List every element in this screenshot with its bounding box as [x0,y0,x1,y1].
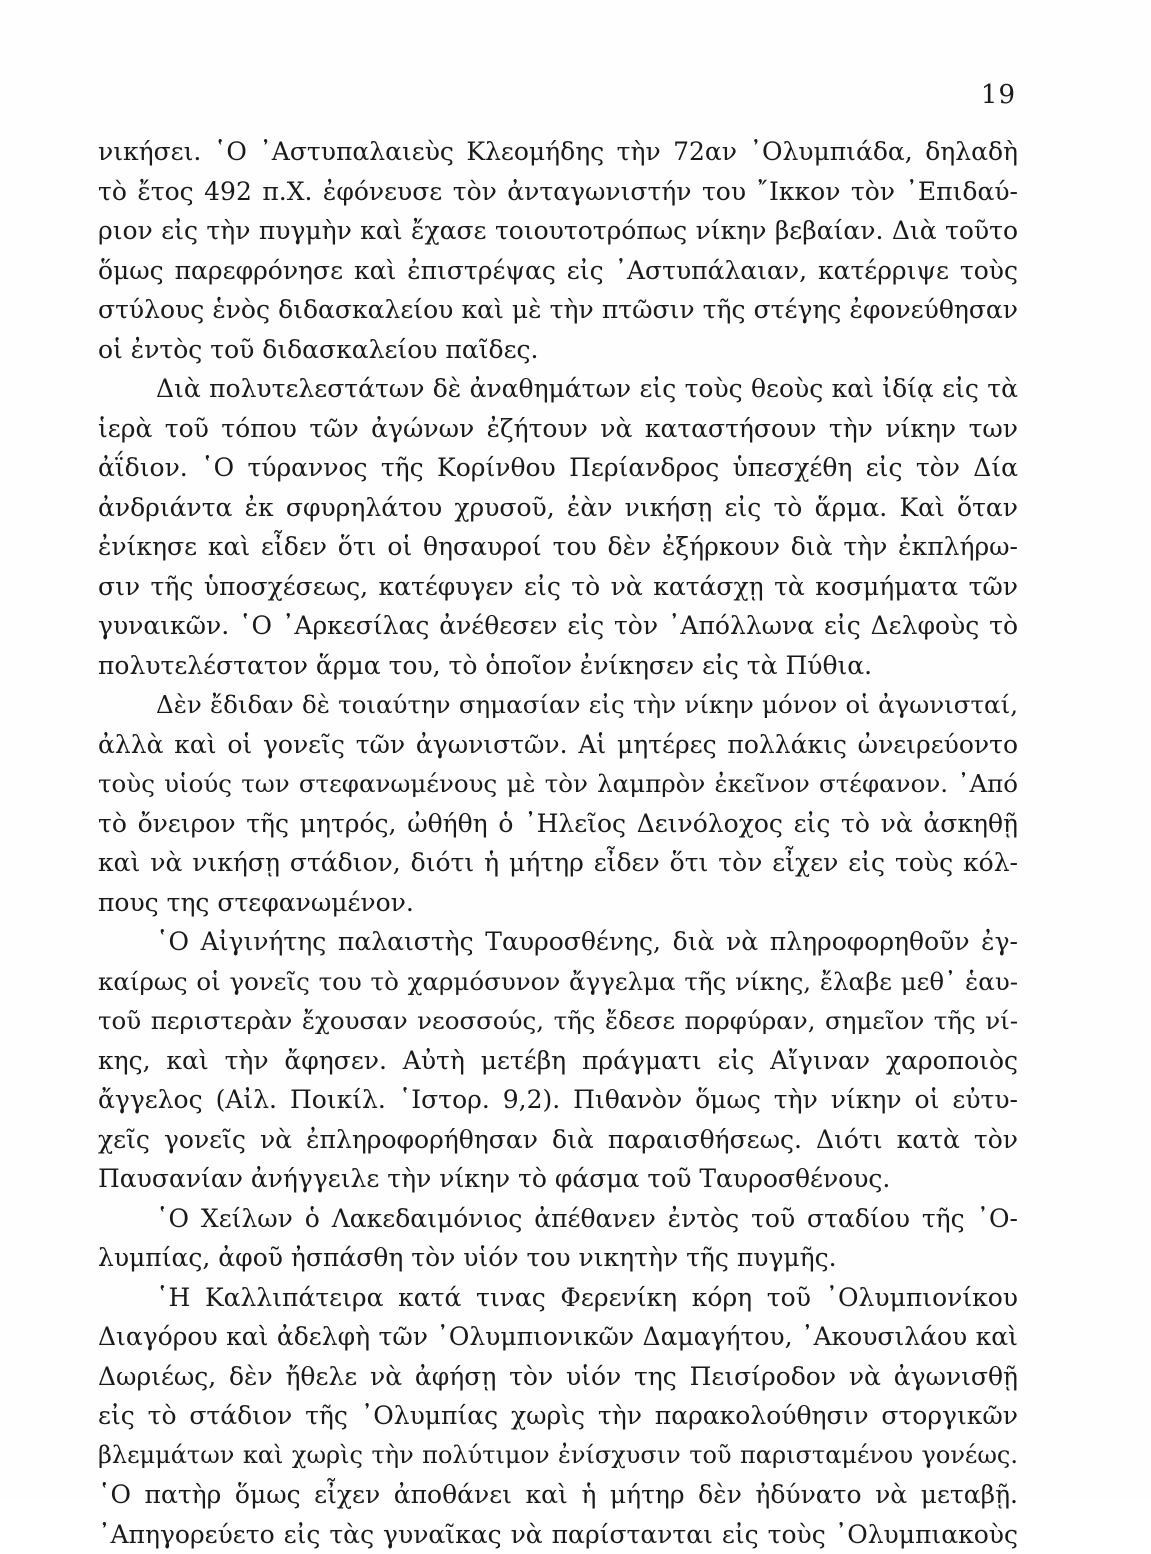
text-line: στύλους ἑνὸς διδασκαλείου καὶ μὲ τὴν πτῶσιν τῆς στέγης ἐφονεύθησαν [98,290,1018,330]
text-line: σιν τῆς ὑποσχέσεως, κατέφυγεν εἰς τὸ νὰ κατάσχῃ τὰ κοσμήματα τῶν [98,567,1018,607]
text-line: ῾Ο πατὴρ ὅμως εἶχεν ἀποθάνει καὶ ἡ μήτηρ δὲν ἠδύνατο νὰ μεταβῇ. [98,1475,1018,1515]
text-line: ὅμως παρεφρόνησε καὶ ἐπιστρέψας εἰς ᾿Αστυπάλαιαν, κατέρριψε τοὺς [98,251,1018,291]
text-line: ἀλλὰ καὶ οἱ γονεῖς τῶν ἀγωνιστῶν. Αἱ μητέρες πολλάκις ὠνειρεύοντο [98,725,1018,765]
text-line: τὸ ἔτος 492 π.Χ. ἐφόνευσε τὸν ἀνταγωνιστήν του ῎Ικκον τὸν ᾿Επιδαύ- [98,172,1018,212]
text-line: ἐνίκησε καὶ εἶδεν ὅτι οἱ θησαυροί του δὲν ἐξήρκουν διὰ τὴν ἐκπλήρω- [98,527,1018,567]
text-line: Διὰ πολυτελεστάτων δὲ ἀναθημάτων εἰς τοὺς θεοὺς καὶ ἰδίᾳ εἰς τὰ [98,369,1018,409]
page-number: 19 [981,80,1016,110]
text-line: τοὺς υἱούς των στεφανωμένους μὲ τὸν λαμπρὸν ἐκεῖνον στέφανον. ᾿Από [98,764,1018,804]
text-line: Παυσανίαν ἀνήγγειλε τὴν νίκην τὸ φάσμα τοῦ Ταυροσθένους. [98,1159,1018,1199]
text-line: Δὲν ἔδιδαν δὲ τοιαύτην σημασίαν εἰς τὴν νίκην μόνον οἱ ἀγωνισταί, [98,685,1018,725]
text-line: χεῖς γονεῖς νὰ ἐπληροφορήθησαν διὰ παραισθήσεως. Διότι κατὰ τὸν [98,1120,1018,1160]
text-line: εἰς τὸ στάδιον τῆς ᾿Ολυμπίας χωρὶς τὴν παρακολούθησιν στοργικῶν [98,1396,1018,1436]
text-line: τοῦ περιστερὰν ἔχουσαν νεοσσούς, τῆς ἔδεσε πορφύραν, σημεῖον τῆς νί- [98,1001,1018,1041]
text-line: ῾Η Καλλιπάτειρα κατά τινας Φερενίκη κόρη τοῦ ᾿Ολυμπιονίκου [98,1278,1018,1318]
text-line: κης, καὶ τὴν ἄφησεν. Αὐτὴ μετέβη πράγματι εἰς Αἴγιναν χαροποιὸς [98,1041,1018,1081]
text-line: γυναικῶν. ῾Ο ᾿Αρκεσίλας ἀνέθεσεν εἰς τὸν ᾿Απόλλωνα εἰς Δελφοὺς τὸ [98,606,1018,646]
text-line: ἄγγελος (Αἰλ. Ποικίλ. ῾Ιστορ. 9,2). Πιθανὸν ὅμως τὴν νίκην οἱ εὐτυ- [98,1080,1018,1120]
text-line: βλεμμάτων καὶ χωρὶς τὴν πολύτιμον ἐνίσχυσιν τοῦ παρισταμένου γονέως. [98,1436,1018,1476]
text-line: τὸ ὄνειρον τῆς μητρός, ὠθήθη ὁ ᾿Ηλεῖος Δεινόλοχος εἰς τὸ νὰ ἀσκηθῇ [98,804,1018,844]
text-line: νικήσει. ῾Ο ᾿Αστυπαλαιεὺς Κλεομήδης τὴν 72αν ᾿Ολυμπιάδα, δηλαδὴ [98,132,1018,172]
text-line: πολυτελέστατον ἅρμα του, τὸ ὁποῖον ἐνίκησεν εἰς τὰ Πύθια. [98,646,1018,686]
text-line: ἀνδριάντα ἐκ σφυρηλάτου χρυσοῦ, ἐὰν νικήσῃ εἰς τὸ ἅρμα. Καὶ ὅταν [98,488,1018,528]
text-line: Δωριέως, δὲν ἤθελε νὰ ἀφήσῃ τὸν υἱόν της Πεισίροδον νὰ ἀγωνισθῇ [98,1357,1018,1397]
text-line: λυμπίας, ἀφοῦ ἠσπάσθη τὸν υἱόν του νικητὴν τῆς πυγμῆς. [98,1238,1018,1278]
text-line: ἀΐδιον. ῾Ο τύραννος τῆς Κορίνθου Περίανδρος ὑπεσχέθη εἰς τὸν Δία [98,448,1018,488]
text-line: καὶ νὰ νικήσῃ στάδιον, διότι ἡ μήτηρ εἶδεν ὅτι τὸν εἶχεν εἰς τοὺς κόλ- [98,843,1018,883]
text-line: ῾Ο Χείλων ὁ Λακεδαιμόνιος ἀπέθανεν ἐντὸς τοῦ σταδίου τῆς ᾿Ο- [98,1199,1018,1239]
text-line: ριον εἰς τὴν πυγμὴν καὶ ἔχασε τοιουτοτρόπως νίκην βεβαίαν. Διὰ τοῦτο [98,211,1018,251]
text-line: ῾Ο Αἰγινήτης παλαιστὴς Ταυροσθένης, διὰ νὰ πληροφορηθοῦν ἐγ- [98,922,1018,962]
text-line: Διαγόρου καὶ ἀδελφὴ τῶν ᾿Ολυμπιονικῶν Δαμαγήτου, ᾿Ακουσιλάου καὶ [98,1317,1018,1357]
text-line: οἱ ἐντὸς τοῦ διδασκαλείου παῖδες. [98,330,1018,370]
text-line: καίρως οἱ γονεῖς του τὸ χαρμόσυνον ἄγγελμα τῆς νίκης, ἔλαβε μεθ᾿ ἑαυ- [98,962,1018,1002]
text-line: πους της στεφανωμένον. [98,883,1018,923]
text-line: ἱερὰ τοῦ τόπου τῶν ἀγώνων ἐζήτουν νὰ καταστήσουν τὴν νίκην των [98,409,1018,449]
text-line: ᾿Απηγορεύετο εἰς τὰς γυναῖκας νὰ παρίστανται εἰς τοὺς ᾿Ολυμπιακοὺς [98,1515,1018,1554]
body-text [98,132,1018,1554]
